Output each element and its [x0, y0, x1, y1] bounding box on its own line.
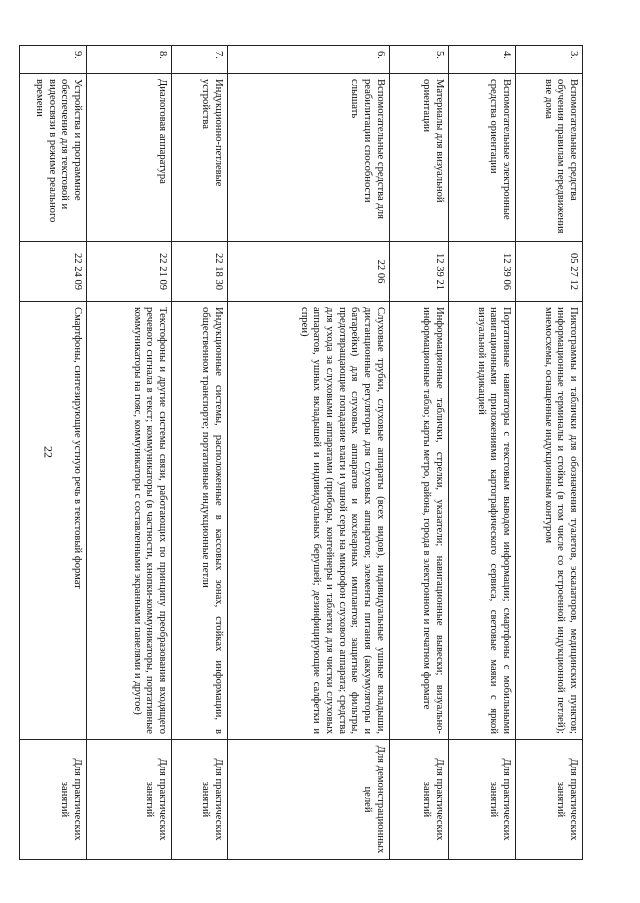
row-number: 5. [389, 46, 448, 74]
table-row [515, 46, 582, 860]
row-number: 3. [515, 46, 582, 74]
aid-code: 22 21 09 [87, 242, 172, 302]
table-row [227, 46, 389, 860]
aid-purpose: Для практических занятий [171, 740, 227, 860]
table-row [20, 46, 87, 860]
aid-code: 22 18 30 [171, 242, 227, 302]
aid-purpose: Для практических занятий [448, 740, 515, 860]
table-row [448, 46, 515, 860]
aid-code: 05 27 12 [515, 242, 582, 302]
aid-description: Слуховые трубки, слуховые аппараты (всех видов), индивидуальные ушные вкладыши, дистанционные регуляторы для слуховых аппаратов; элементы питания (аккумуляторы и батарейки) для слуховых аппаратов и кохлеарных имплантов; защитные фильтры, предотвращающие попадание влаги и ушной серы на микрофон слухового аппарата; средства для ухода за слуховыми аппаратами (приборы, контейнеры и таблетки для чистки слуховых аппаратов, ушных вкладышей и индивидуальных берушей; дезинфицирующие салфетки и спреи) [227, 302, 389, 740]
table-row [171, 46, 227, 860]
aid-description: Смартфоны, синтезирующие устную речь в текстовый формат [20, 302, 87, 740]
aid-purpose: Для практических занятий [87, 740, 172, 860]
row-number: 9. [20, 46, 87, 74]
row-number: 6. [227, 46, 389, 74]
table-row [87, 46, 172, 860]
aid-name: Вспомогательные электронные средства ориентации [448, 74, 515, 242]
aid-name: Индукционно-петлевые устройства [171, 74, 227, 242]
aid-description: Портативные навигаторы с текстовым выводом информации; смартфоны с мобильными навигационными приложениями картографического сервиса, световые маяки с яркой визуальной индикацией [448, 302, 515, 740]
aid-description: Текстофоны и другие системы связи, работающих по принципу преобразования входящего речевого сигнала в текст; коммуникаторы (в частности, кнопки-коммуникаторы, портативные коммуникаторы на пояс, коммуникаторы с составленными экранными панелями и другое) [87, 302, 172, 740]
page-number: 22 [41, 446, 56, 458]
aid-purpose: Для демонстрационных целей [227, 740, 389, 860]
row-number: 7. [171, 46, 227, 74]
aid-code: 12 39 21 [389, 242, 448, 302]
aid-name: Устройства и программное обеспечение для текстовой и видеосвязи в режиме реального времени [20, 74, 87, 242]
aid-name: Вспомогательные средства обучения правилам передвижения вне дома [515, 74, 582, 242]
aid-code: 12 39 06 [448, 242, 515, 302]
aid-code: 22 24 09 [20, 242, 87, 302]
aid-code: 22 06 [227, 242, 389, 302]
aid-description: Индукционные системы, расположенные в кассовых зонах, стойках информации, в общественном транспорте; портативные индукционные петли [171, 302, 227, 740]
aid-purpose: Для практических занятий [515, 740, 582, 860]
table-row [389, 46, 448, 860]
aid-purpose: Для практических занятий [389, 740, 448, 860]
row-number: 4. [448, 46, 515, 74]
aid-name: Материалы для визуальной ориентации [389, 74, 448, 242]
aid-purpose: Для практических занятий [20, 740, 87, 860]
aid-name: Диалоговая аппаратура [87, 74, 172, 242]
aid-description: Пиктограммы и таблички для обозначения туалетов, эскалаторов, медицинских пунктов; информационные терминалы и стойки (в том числе со встроенной индукционной петлей); мнемосхемы, оснащенные индукционным контуром [515, 302, 582, 740]
aid-description: Информационные таблички, стрелки, указатели; навигационные вывески; визуально-информационные табло; карты метро, района, города в электронном и печатном формате [389, 302, 448, 740]
aids-table [19, 45, 583, 860]
row-number: 8. [87, 46, 172, 74]
aid-name: Вспомогательные средства для реабилитации способности слышать [227, 74, 389, 242]
